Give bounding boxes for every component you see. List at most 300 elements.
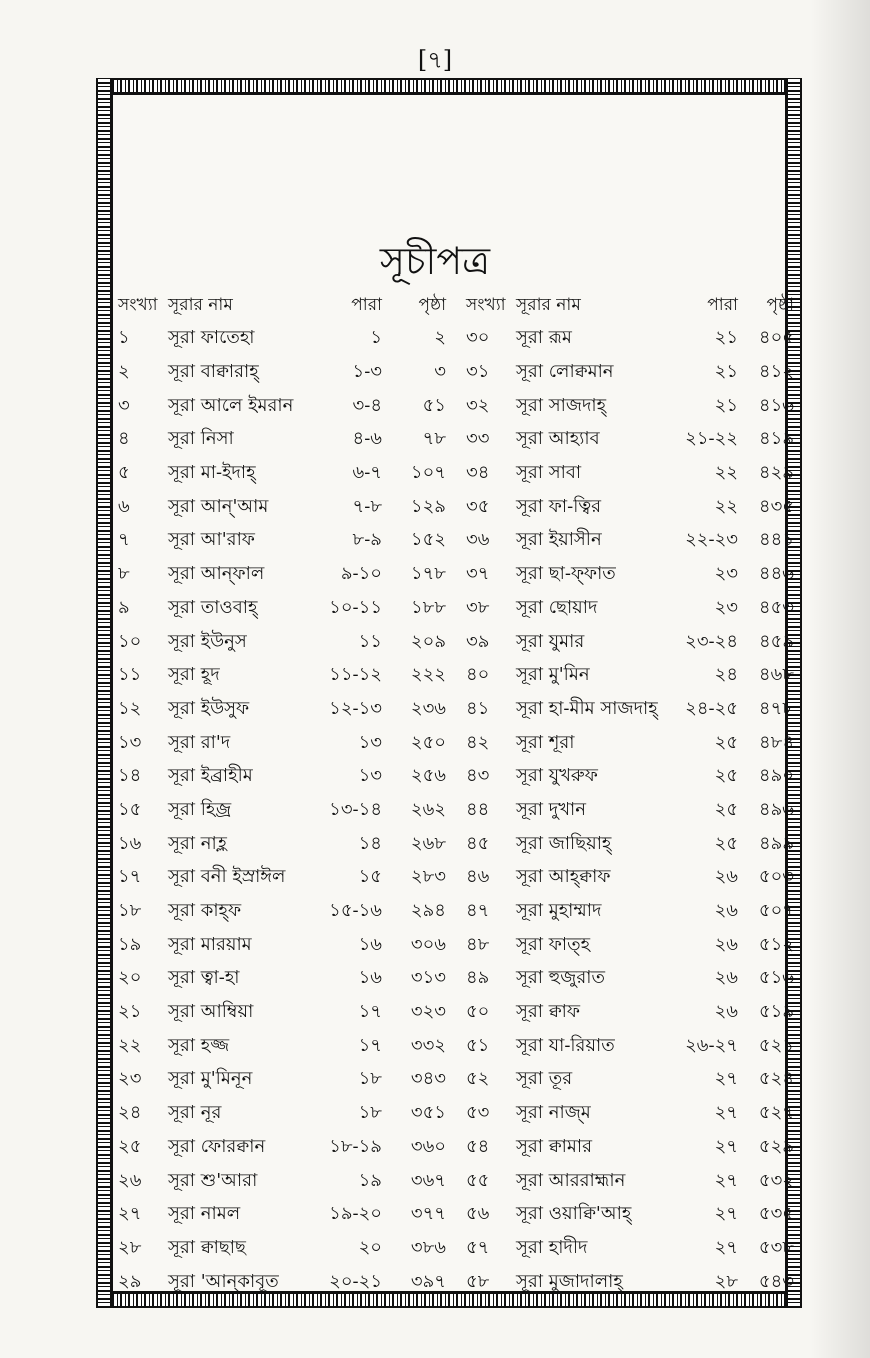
para-range: ১৪ [358,832,382,854]
header-para: পারা [351,295,382,315]
toc-row [466,322,794,356]
surah-number: ৫২ [466,1068,490,1090]
surah-number: ১ [118,327,130,349]
para-range: ১৭ [358,1001,382,1023]
page-number-cell: ৩৭৭ [410,1203,446,1225]
para-range: ১১-১২ [329,664,382,686]
para-range: ১২-১৩ [329,697,382,719]
surah-name: সূরা মু'মিন [516,664,590,686]
page-number-cell: ৩৯৭ [410,1270,446,1292]
page-number-cell: ২৫৬ [410,765,446,787]
toc-row [118,827,446,861]
header-page: পৃষ্ঠা [766,295,794,315]
toc-row [466,895,794,929]
para-range: ২২ [714,495,738,517]
page-number-cell: ৩৬৭ [410,1169,446,1191]
para-range: ৭-৮ [352,495,382,517]
header-number: সংখ্যা [466,295,506,315]
page-number-cell: ৩ [434,361,446,383]
toc-row [118,524,446,558]
surah-number: ১৭ [118,866,142,888]
toc-header-row [466,290,794,322]
surah-name: সূরা আন্ফাল [168,563,265,585]
toc-row [118,794,446,828]
surah-number: ৪১ [466,697,490,719]
para-range: ২৩ [714,563,738,585]
toc-row [118,962,446,996]
para-range: ২৫ [714,765,738,787]
toc-row [466,827,794,861]
surah-name: সূরা শু'আরা [168,1169,258,1191]
surah-name: সূরা ত্বা-হা [168,967,240,989]
para-range: ২৫ [714,832,738,854]
surah-number: ২৫ [118,1135,142,1157]
surah-name: সূরা ইব্রাহীম [168,765,253,787]
surah-name: সূরা নাহ্ল [168,832,227,854]
surah-name: সূরা আলে ইমরান [168,394,294,416]
surah-number: ৪৭ [466,900,490,922]
page-title: সূচীপত্র [379,239,491,283]
para-range: ২৭ [714,1135,738,1157]
page-number-cell: ৭৮ [422,428,446,450]
page-number-cell: ১২৯ [410,495,446,517]
page-number-cell: ৪২৯ [758,462,794,484]
page-edge-shadow [810,0,870,1358]
toc-row [466,726,794,760]
para-range: ২৬ [714,967,738,989]
toc-row [118,861,446,895]
toc-row [466,659,794,693]
page-number-cell: ৩৮৬ [410,1236,446,1258]
toc-row [466,928,794,962]
page-number-cell: ৩৪৩ [410,1068,446,1090]
surah-number: ৬ [118,495,130,517]
page-number-cell: ৫১৬ [758,967,794,989]
para-range: ২৩ [714,596,738,618]
surah-name: সূরা নিসা [168,428,234,450]
surah-number: ১৯ [118,933,142,955]
page-number-cell: ২৩৬ [410,697,446,719]
toc-row [118,693,446,727]
surah-number: ৩০ [466,327,490,349]
toc-row [118,322,446,356]
surah-name: সূরা ইয়াসীন [516,529,602,551]
para-range: ২১ [714,361,738,383]
surah-number: ৩৬ [466,529,490,551]
para-range: ১৬ [358,967,382,989]
surah-number: ৭ [118,529,130,551]
toc-row [118,895,446,929]
para-range: ১৩ [358,765,382,787]
para-range: ৬-৭ [352,462,382,484]
para-range: ২১ [714,327,738,349]
toc-row [466,996,794,1030]
para-range: ২০ [358,1236,382,1258]
surah-name: সূরা সাবা [516,462,582,484]
page-number-cell: ১৭৮ [410,563,446,585]
surah-name: সূরা মা-ইদাহ্ [168,462,256,484]
toc-row [118,1198,446,1232]
border-band-top [96,78,802,94]
page-number-cell: ৩৫১ [410,1102,446,1124]
para-range: ২১-২২ [685,428,738,450]
surah-name: সূরা রূম [516,327,572,349]
toc-row [466,592,794,626]
para-range: ৩-৪ [352,394,382,416]
surah-number: ৫৫ [466,1169,490,1191]
para-range: ২০-২১ [329,1270,382,1292]
para-range: ২৫ [714,798,738,820]
page-number-cell: ৫৩২ [758,1169,794,1191]
surah-number: ৪৫ [466,832,490,854]
toc-row [466,1063,794,1097]
surah-number: ৫ [118,462,130,484]
para-range: ২১ [714,394,738,416]
surah-number: ৩৫ [466,495,490,517]
surah-name: সূরা হুজুরাত [516,967,605,989]
para-range: ১৯ [358,1169,382,1191]
page-number-cell: ৫০৭ [758,900,794,922]
toc-row [466,1131,794,1165]
toc-row [118,760,446,794]
toc-row [118,356,446,390]
page-number-cell: ৫৩৮ [758,1236,794,1258]
surah-name: সূরা যা-রিয়াত [516,1034,615,1056]
surah-number: ২৯ [118,1270,142,1292]
para-range: ১৮ [358,1102,382,1124]
page-number-cell: ৫১২ [758,933,794,955]
para-range: ২৫ [714,731,738,753]
toc-row [466,558,794,592]
surah-name: সূরা নাজ্ম [516,1102,591,1124]
surah-name: সূরা হূদ [168,664,220,686]
surah-number: ২৬ [118,1169,142,1191]
surah-number: ৪০ [466,664,490,686]
surah-number: ৪৯ [466,967,490,989]
page-number-cell: ৫২৯ [758,1135,794,1157]
toc-row [118,1063,446,1097]
surah-number: ৩৪ [466,462,490,484]
page-number-cell: ৫৩৫ [758,1203,794,1225]
para-range: ২৬-২৭ [685,1034,738,1056]
surah-number: ২১ [118,1001,142,1023]
page-number-cell: ৪১৬ [758,394,794,416]
surah-name: সূরা হিজ্র [168,798,232,820]
page-number-cell: ১৮৮ [410,596,446,618]
para-range: ১ [370,327,382,349]
surah-name: সূরা আহ্যাব [516,428,600,450]
page-number-cell: ২৮৩ [410,866,446,888]
surah-number: ২৮ [118,1236,142,1258]
para-range: ২৭ [714,1169,738,1191]
para-range: ২৩-২৪ [685,630,738,652]
surah-number: ৫০ [466,1001,490,1023]
page-number-cell: ২ [434,327,446,349]
toc-row [466,760,794,794]
surah-name: সূরা দুখান [516,798,586,820]
para-range: ১৯-২০ [329,1203,382,1225]
surah-number: ৪২ [466,731,490,753]
toc-row [466,490,794,524]
para-range: ২৭ [714,1068,738,1090]
toc-row [118,1232,446,1266]
surah-number: ৩৯ [466,630,490,652]
para-range: ১১ [358,630,382,652]
page-number-cell: ৪৪১ [758,529,794,551]
header-page: পৃষ্ঠা [418,295,446,315]
surah-number: ১৮ [118,900,142,922]
surah-name: সূরা সাজদাহ্ [516,394,607,416]
surah-name: সূরা বনী ইস্রাঈল [168,866,286,888]
surah-number: ৩৭ [466,563,490,585]
page-number-cell: ৫১ [422,394,446,416]
page-number-cell: ৩০৬ [410,933,446,955]
para-range: ১৩ [358,731,382,753]
toc-row [118,1029,446,1063]
surah-name: সূরা বাক্বারাহ্ [168,361,259,383]
page-number-cell: ১০৭ [410,462,446,484]
surah-name: সূরা হজ্জ [168,1034,230,1056]
para-range: ২৬ [714,866,738,888]
surah-number: ১২ [118,697,142,719]
surah-name: সূরা নামল [168,1203,241,1225]
page-number-cell: ২০৯ [410,630,446,652]
surah-number: ২৭ [118,1203,142,1225]
toc-row [118,1164,446,1198]
toc-row [118,1265,446,1299]
toc-row [118,592,446,626]
surah-name: সূরা শূরা [516,731,575,753]
surah-number: ৩২ [466,394,490,416]
para-range: ৪-৬ [352,428,382,450]
surah-name: সূরা ক্বাছাছ [168,1236,246,1258]
page-number-cell: ৪১২ [758,361,794,383]
para-range: ১৮-১৯ [329,1135,382,1157]
surah-name: সূরা আ'রাফ [168,529,255,551]
page-number-cell: ৫২৪ [758,1068,794,1090]
para-range: ১-৩ [352,361,382,383]
toc-row [466,389,794,423]
page-number-cell: ৩১৩ [410,967,446,989]
surah-number: ৩ [118,394,130,416]
surah-name: সূরা জাছিয়াহ্ [516,832,612,854]
surah-number: ২০ [118,967,142,989]
toc-column-right [466,290,794,1299]
para-range: ১৮ [358,1068,382,1090]
surah-name: সূরা মুহাম্মাদ [516,900,602,922]
surah-name: সূরা মুজাদালাহ্ [516,1270,623,1292]
header-surah-name: সূরার নাম [168,295,233,315]
toc-row [466,861,794,895]
surah-number: ২৩ [118,1068,142,1090]
toc-row [466,1097,794,1131]
surah-number: ১৪ [118,765,142,787]
surah-number: ৮ [118,563,130,585]
toc-row [466,356,794,390]
surah-name: সূরা ফাতেহা [168,327,255,349]
page-number-cell: ৪৪৬ [758,563,794,585]
surah-number: ৪৩ [466,765,490,787]
toc-row [466,423,794,457]
surah-name: সূরা নূর [168,1102,222,1124]
surah-name: সূরা আহ্ক্বাফ [516,866,611,888]
surah-name: সূরা ইউসুফ [168,697,250,719]
surah-number: ৪৪ [466,798,490,820]
toc-row [466,1198,794,1232]
surah-name: সূরা হাদীদ [516,1236,588,1258]
page-number-cell: ৪৭৮ [758,697,794,719]
page-number-cell: ৪০৫ [758,327,794,349]
surah-name: সূরা যুমার [516,630,585,652]
toc-row [118,558,446,592]
para-range: ১৭ [358,1034,382,1056]
page-number-cell: ৪৯০ [758,765,794,787]
page-number-cell: ৩৬০ [410,1135,446,1157]
para-range: ২৪ [714,664,738,686]
toc-column-left [118,290,446,1299]
surah-number: ২৪ [118,1102,142,1124]
toc-row [466,962,794,996]
para-range: ২৭ [714,1102,738,1124]
surah-number: ৫৩ [466,1102,490,1124]
toc-row [466,524,794,558]
surah-name: সূরা ছা-ফ্ফাত [516,563,616,585]
surah-number: ৫৬ [466,1203,490,1225]
surah-number: ১০ [118,630,142,652]
page-number-cell: ৩২৩ [410,1001,446,1023]
para-range: ২২ [714,462,738,484]
surah-name: সূরা মারয়াম [168,933,252,955]
surah-number: ৫৪ [466,1135,490,1157]
page-number-cell: ৪৫৩ [758,596,794,618]
surah-number: ৪ [118,428,130,450]
toc-row [466,1232,794,1266]
surah-name: সূরা রা'দ [168,731,231,753]
header-para: পারা [707,295,738,315]
toc-row [118,457,446,491]
toc-row [466,1265,794,1299]
surah-number: ১৩ [118,731,142,753]
page-number-cell: ৪৫৯ [758,630,794,652]
toc-row [118,996,446,1030]
toc-row [118,1131,446,1165]
surah-number: ১৬ [118,832,142,854]
page-number-cell: ৪৩৫ [758,495,794,517]
page-number-cell: ৩৩২ [410,1034,446,1056]
toc-row [118,625,446,659]
para-range: ২৮ [714,1270,738,1292]
surah-number: ৪৬ [466,866,490,888]
surah-name: সূরা ফাত্হ [516,933,591,955]
surah-name: সূরা ক্বাফ [516,1001,581,1023]
para-range: ১৬ [358,933,382,955]
page-number-cell: ২৬৮ [410,832,446,854]
para-range: ২২-২৩ [685,529,738,551]
page-number-cell: ২২২ [410,664,446,686]
surah-name: সূরা আম্বিয়া [168,1001,254,1023]
surah-name: সূরা কাহ্ফ [168,900,242,922]
surah-name: সূরা ছোয়াদ [516,596,598,618]
surah-number: ২ [118,361,130,383]
surah-name: সূরা আন্'আম [168,495,269,517]
page-number-cell: ৪৯৬ [758,798,794,820]
header-number: সংখ্যা [118,295,158,315]
surah-number: ৫৮ [466,1270,490,1292]
para-range: ২৭ [714,1236,738,1258]
surah-name: সূরা ওয়াক্বি'আহ্ [516,1203,632,1225]
toc-header-row [118,290,446,322]
surah-name: সূরা তাওবাহ্ [168,596,258,618]
page-number-cell: ৪৮৪ [758,731,794,753]
surah-name: সূরা হা-মীম সাজদাহ্ [516,697,658,719]
surah-name: সূরা যুখরুফ [516,765,598,787]
surah-name: সূরা মু'মিনূন [168,1068,253,1090]
para-range: ১৫ [358,866,382,888]
surah-number: ৩৩ [466,428,490,450]
surah-name: সূরা ইউনুস [168,630,247,652]
para-range: ২৬ [714,1001,738,1023]
para-range: ২৪-২৫ [685,697,738,719]
toc-row [466,457,794,491]
surah-number: ৩৮ [466,596,490,618]
toc-row [466,1164,794,1198]
para-range: ১৫-১৬ [329,900,382,922]
para-range: ১০-১১ [329,596,382,618]
toc-row [118,726,446,760]
toc-row [466,693,794,727]
surah-name: সূরা ফা-ত্বির [516,495,602,517]
page-number-cell: ১৫২ [410,529,446,551]
para-range: ২৭ [714,1203,738,1225]
surah-name: সূরা ফোরক্বান [168,1135,266,1157]
toc-row [118,1097,446,1131]
toc-row [118,928,446,962]
header-surah-name: সূরার নাম [516,295,581,315]
page-number-cell: ২৬২ [410,798,446,820]
surah-number: ৩১ [466,361,490,383]
toc-row [466,625,794,659]
page-number-cell: ৫১৯ [758,1001,794,1023]
surah-number: ৯ [118,596,130,618]
table-of-contents [118,290,794,1299]
surah-name: সূরা 'আন্কাবূত [168,1270,279,1292]
page-number-cell: ৫০৩ [758,866,794,888]
surah-name: সূরা তূর [516,1068,573,1090]
surah-name: সূরা লোক্বমান [516,361,614,383]
toc-row [466,1029,794,1063]
surah-number: ১১ [118,664,142,686]
surah-number: ২২ [118,1034,142,1056]
para-range: ৮-৯ [352,529,382,551]
surah-number: ১৫ [118,798,142,820]
page-number-cell: ৫৪৩ [758,1270,794,1292]
page-number-cell: ৪১৯ [758,428,794,450]
surah-name: সূরা ক্বামার [516,1135,592,1157]
page-number-cell: ৫২৭ [758,1102,794,1124]
para-range: ২৬ [714,900,738,922]
para-range: ২৬ [714,933,738,955]
page-number-cell: ৪৯৯ [758,832,794,854]
page-number: [৭] [417,46,453,74]
toc-row [118,423,446,457]
page-number-cell: ২৫০ [410,731,446,753]
toc-row [118,389,446,423]
surah-number: ৫১ [466,1034,490,1056]
page-number-cell: ৫২১ [758,1034,794,1056]
toc-row [118,490,446,524]
para-range: ৯-১০ [340,563,382,585]
para-range: ১৩-১৪ [329,798,382,820]
